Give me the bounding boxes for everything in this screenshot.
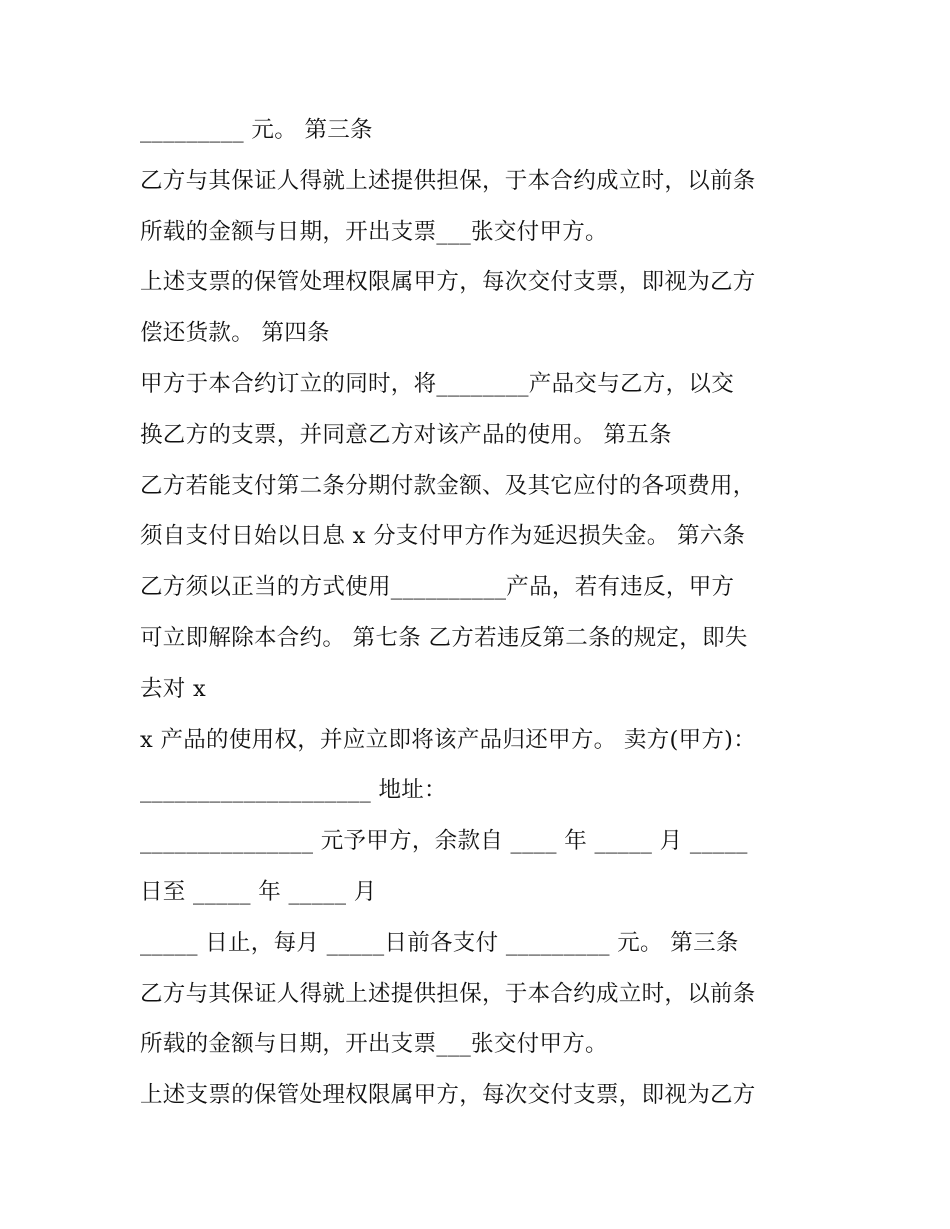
text-line: 日至 _____ 年 _____ 月 [140, 878, 377, 905]
text-line: 乙方与其保证人得就上述提供担保，于本合约成立时，以前条 [140, 167, 756, 194]
text-line: _________ 元。 第三条 [140, 117, 373, 143]
text-line: 上述支票的保管处理权限属甲方，每次交付支票，即视为乙方 [140, 1082, 756, 1109]
text-line: 须自支付日始以日息 x 分支付甲方作为延迟损失金。 第六条 [140, 523, 746, 550]
text-line: _______________ 元予甲方，余款自 ____ 年 _____ 月 _____ [140, 828, 748, 855]
text-line: 甲方于本合约订立的同时，将________产品交与乙方，以交 [140, 370, 735, 397]
text-line: 可立即解除本合约。 第七条 乙方若违反第二条的规定，即失 [140, 624, 748, 651]
text-line: x 产品的使用权，并应立即将该产品归还甲方。 卖方(甲方)： [140, 726, 757, 753]
text-line: 乙方与其保证人得就上述提供担保，于本合约成立时，以前条 [140, 980, 756, 1007]
text-line: 乙方须以正当的方式使用__________产品，若有违反，甲方 [140, 574, 735, 601]
text-line: ____________________ 地址： [140, 777, 447, 804]
text-line: 所载的金额与日期，开出支票___张交付甲方。 [140, 218, 608, 245]
document-body [140, 108, 840, 1124]
text-line: 所载的金额与日期，开出支票___张交付甲方。 [140, 1031, 608, 1058]
text-line: 偿还货款。 第四条 [140, 320, 330, 347]
text-line: 换乙方的支票，并同意乙方对该产品的使用。 第五条 [140, 421, 672, 448]
text-line: 上述支票的保管处理权限属甲方，每次交付支票，即视为乙方 [140, 269, 756, 296]
text-line: 乙方若能支付第二条分期付款金额、及其它应付的各项费用， [140, 472, 756, 499]
text-line: 去对 x [140, 675, 207, 702]
text-line: _____ 日止，每月 _____日前各支付 _________ 元。 第三条 [140, 929, 739, 956]
